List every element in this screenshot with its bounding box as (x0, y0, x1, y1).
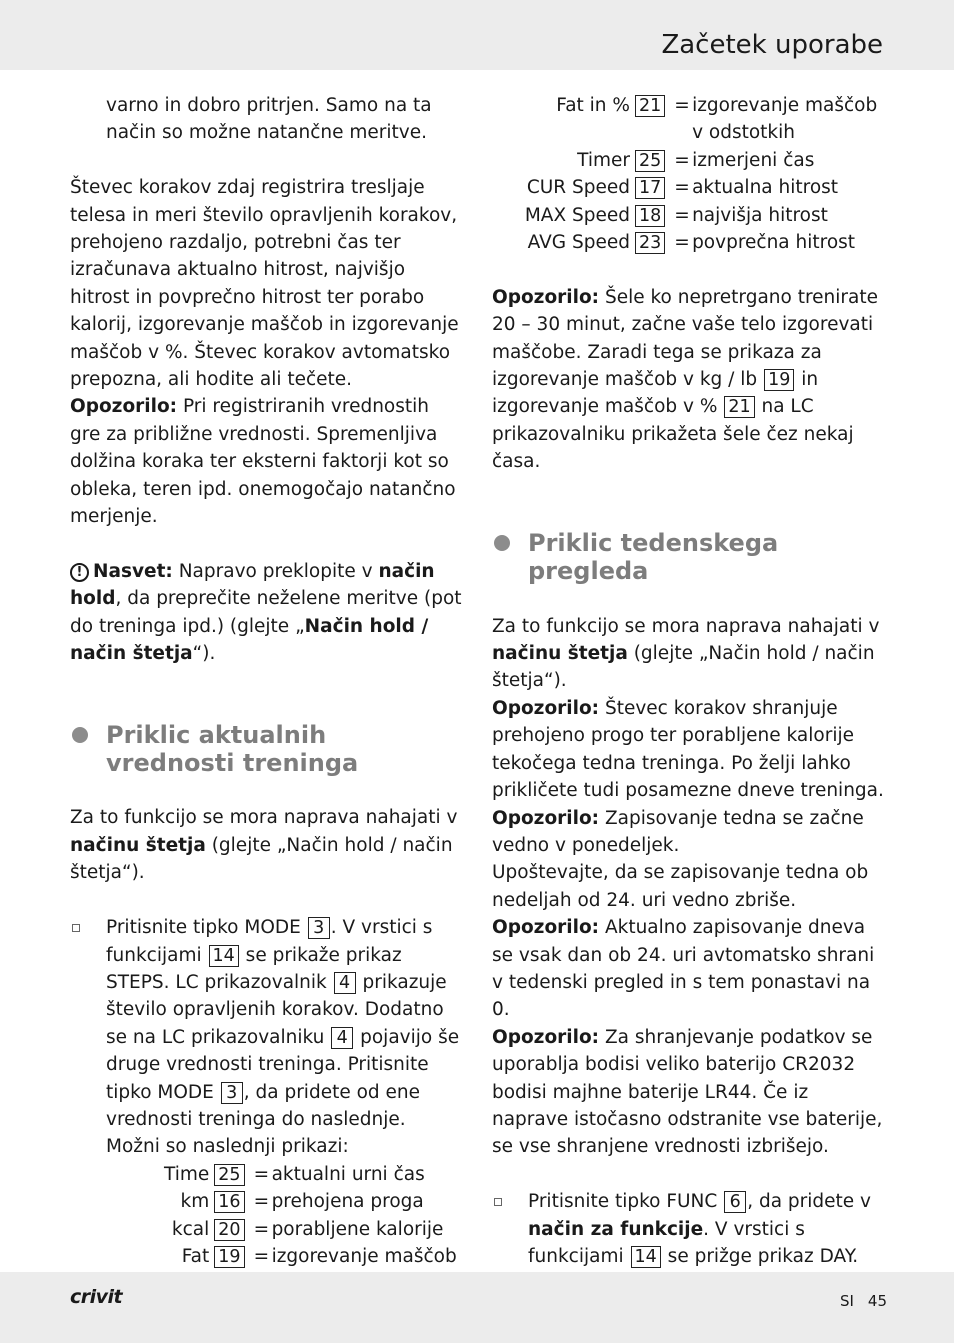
equals-sign: = (674, 177, 690, 199)
ref-number: 6 (724, 1191, 746, 1213)
display-desc: aktualni urni čas (271, 1163, 425, 1185)
note-text: Zapisovanje tedna se začne vedno v ponedeljek. (492, 807, 864, 856)
ref-number: 4 (331, 1027, 353, 1049)
ref-number: 16 (214, 1191, 244, 1213)
checkbox-square-icon (494, 1198, 502, 1206)
display-label: CUR Speed (526, 177, 630, 199)
exclamation-icon: ! (70, 563, 89, 582)
ref-number: 20 (214, 1219, 244, 1241)
tip-bold: Način hold / način štetja (70, 615, 429, 665)
table-row (492, 92, 884, 147)
display-label: Timer (577, 149, 630, 171)
table-row (164, 1161, 462, 1188)
body-paragraph: Upoštevajte, da se zapisovanje tedna ob nedeljah od 24. uri vedno zbriše. (492, 862, 869, 911)
note-text: Šele ko nepretrgano trenirate 20 – 30 minut, začne vaše telo izgorevati maščobe. Zaradi tega se prikaza za izgorevanje maščob v kg / lb (492, 286, 878, 391)
possible-displays-label: Možni so naslednji prikazi: (106, 1136, 349, 1158)
note-text: Pri registriranih vrednostih gre za približne vrednosti. Spremenljiva dolžina koraka ter eksterni faktorji kot so obleka, teren ipd. onemogočajo natančno merjenje. (70, 396, 456, 528)
table-row (164, 1188, 462, 1215)
list-text: . V vrstici s funkcijami (106, 917, 433, 966)
list-text: , da pridete v (747, 1191, 872, 1213)
display-label: MAX Speed (524, 204, 630, 226)
note-paragraph (492, 914, 884, 1024)
note-text: Aktualno zapisovanje dneva se vsak dan ob 24. uri avtomatsko shrani v tedenski pregled in s tem ponastavi na 0. (492, 917, 875, 1021)
left-column (70, 92, 462, 1298)
bullet-dot-icon (494, 535, 510, 551)
section-heading-text: Priklic aktualnih vrednosti treninga (106, 721, 359, 777)
display-num-cell (209, 1161, 253, 1188)
body-paragraph: Števec korakov zdaj registrira tresljaje telesa in meri število opravljenih korakov, prehojeno razdaljo, potrebni čas ter izračunava aktualno hitrost, najvišjo hitrost in povprečno hitrost ter porabo kalorij, izgorevanje maščob in izgorevanje maščob v %. Števec korakov avtomatsko prepozna, ali hodite ali tečete. (70, 177, 459, 391)
tip-text: , da preprečite neželene meritve (pot do treninga ipd.) (glejte „ (70, 588, 462, 637)
ref-number: 4 (334, 972, 356, 994)
display-desc: prehojena proga (271, 1191, 424, 1213)
ref-number: 14 (209, 945, 239, 967)
display-num-cell (630, 174, 674, 201)
list-text: . V vrstici s funkcijami (528, 1218, 805, 1267)
display-num-cell (209, 1188, 253, 1215)
list-text: se prižge prikaz DAY. (667, 1245, 859, 1267)
list-item (70, 914, 462, 1298)
tip-bold: način hold (70, 560, 435, 610)
page-title: Začetek uporabe (661, 30, 883, 60)
display-label: Fat in % (556, 95, 630, 116)
list-text: Pritisnite tipko FUNC (528, 1191, 724, 1213)
body-bold: načinu štetja (70, 834, 206, 856)
note-paragraph (492, 805, 884, 860)
section-heading (492, 530, 884, 585)
body-text: Za to funkcijo se mora naprava nahajati v (492, 615, 880, 637)
ref-number: 18 (635, 205, 665, 227)
body-bold: načinu štetja (492, 643, 628, 665)
display-desc: povprečna hitrost (692, 232, 856, 254)
note-text: Za shranjevanje podatkov se uporablja bodisi veliko baterijo CR2032 bodisi majhne baterije LR44. Če iz naprave istočasno odstranite vse baterije, se vse shranjene vrednosti izbrišejo. (492, 1026, 883, 1158)
list-text: Pritisnite tipko MODE (106, 917, 307, 939)
note-label: Opozorilo: (492, 917, 600, 939)
note-label: Opozorilo: (492, 1026, 600, 1048)
list-text: se prikaže prikaz STEPS. LC prikazovalnik (106, 944, 402, 993)
ref-number: 25 (214, 1164, 244, 1186)
list-bold: način za funkcije (528, 1218, 704, 1240)
tip-paragraph (70, 558, 462, 668)
list-text: prikazuje število opravljenih korakov. Dodatno se na LC prikazovalniku (106, 971, 447, 1048)
ref-number: 14 (631, 1246, 661, 1268)
list-text: , da pridete od ene vrednosti treninga do naslednje. (106, 1081, 421, 1130)
note-paragraph (492, 284, 884, 476)
equals-sign: = (674, 232, 690, 254)
section-heading (70, 722, 462, 777)
equals-sign: = (253, 1191, 270, 1213)
language-code: SI (839, 1292, 854, 1310)
display-num-cell (630, 229, 674, 256)
note-paragraph (492, 1024, 884, 1161)
display-label: Time (164, 1163, 210, 1185)
table-row (164, 1216, 462, 1243)
table-row (492, 229, 884, 256)
display-desc: najvišja hitrost (692, 204, 828, 226)
note-label: Opozorilo: (492, 807, 600, 829)
display-desc: izgorevanje maščob (271, 1245, 457, 1267)
note-text: Števec korakov shranjuje prehojeno progo ter porabljene kalorije tekočega tedna treninga. Po želji lahko prikličete tudi posamezne dneve treninga. (492, 697, 884, 802)
display-label: km (180, 1191, 210, 1213)
tip-text: “). (192, 643, 216, 665)
equals-sign: = (674, 149, 690, 171)
ref-number: 3 (221, 1082, 243, 1104)
table-row (492, 202, 884, 229)
tip-label: Nasvet: (93, 560, 173, 582)
ref-number: 21 (724, 396, 754, 418)
body-paragraph (492, 613, 884, 695)
display-label: Fat (181, 1245, 210, 1267)
display-desc: izmerjeni čas (692, 149, 815, 171)
note-label: Opozorilo: (70, 396, 178, 418)
note-paragraph (70, 393, 462, 530)
body-paragraph (70, 804, 462, 886)
table-row (492, 147, 884, 174)
equals-sign: = (674, 95, 690, 116)
bullet-dot-icon (72, 727, 88, 743)
page-footer (840, 1292, 887, 1310)
section-heading-text: Priklic tedenskega pregleda (528, 529, 779, 585)
body-text: Za to funkcijo se mora naprava nahajati v (70, 807, 458, 829)
ref-number: 21 (635, 95, 665, 117)
checkbox-square-icon (72, 924, 80, 932)
page-number: 45 (867, 1292, 887, 1310)
tip-text: Napravo preklopite v (172, 560, 379, 582)
note-text: in izgorevanje maščob v % (492, 369, 819, 418)
table-row (492, 174, 884, 201)
note-label: Opozorilo: (492, 286, 600, 308)
body-text: (glejte „Način hold / način štetja“). (492, 643, 875, 692)
note-label: Opozorilo: (492, 697, 600, 719)
ref-number: 25 (635, 150, 665, 172)
note-paragraph (492, 695, 884, 805)
right-column (492, 92, 884, 1325)
note-text: na LC prikazovalniku prikažeta šele čez nekaj časa. (492, 396, 854, 473)
display-desc: porabljene kalorije (271, 1218, 444, 1240)
ref-number: 19 (214, 1246, 244, 1268)
ref-number: 3 (308, 917, 330, 939)
equals-sign: = (253, 1245, 270, 1267)
equals-sign: = (253, 1218, 270, 1240)
intro-paragraph: varno in dobro pritrjen. Samo na ta način so možne natančne meritve. (106, 95, 432, 144)
brand-logo: crivit (70, 1286, 123, 1308)
display-label: AVG Speed (527, 232, 630, 254)
display-num-cell (630, 202, 674, 229)
footer-band (0, 1272, 954, 1343)
equals-sign: = (674, 204, 690, 226)
display-table (492, 92, 884, 256)
display-desc: izgorevanje maščob v odstotkih (692, 95, 878, 144)
display-desc: aktualna hitrost (692, 177, 839, 199)
body-text: (glejte „Način hold / način štetja“). (70, 834, 453, 884)
display-num-cell (209, 1216, 253, 1243)
equals-sign: = (253, 1163, 270, 1185)
display-label: kcal (171, 1218, 210, 1240)
display-num-cell (630, 92, 674, 147)
list-text: pojavijo še druge vrednosti treninga. Pritisnite tipko MODE (106, 1026, 460, 1103)
ref-number: 19 (764, 369, 794, 391)
ref-number: 23 (635, 232, 665, 254)
display-num-cell (630, 147, 674, 174)
ref-number: 17 (635, 177, 665, 199)
